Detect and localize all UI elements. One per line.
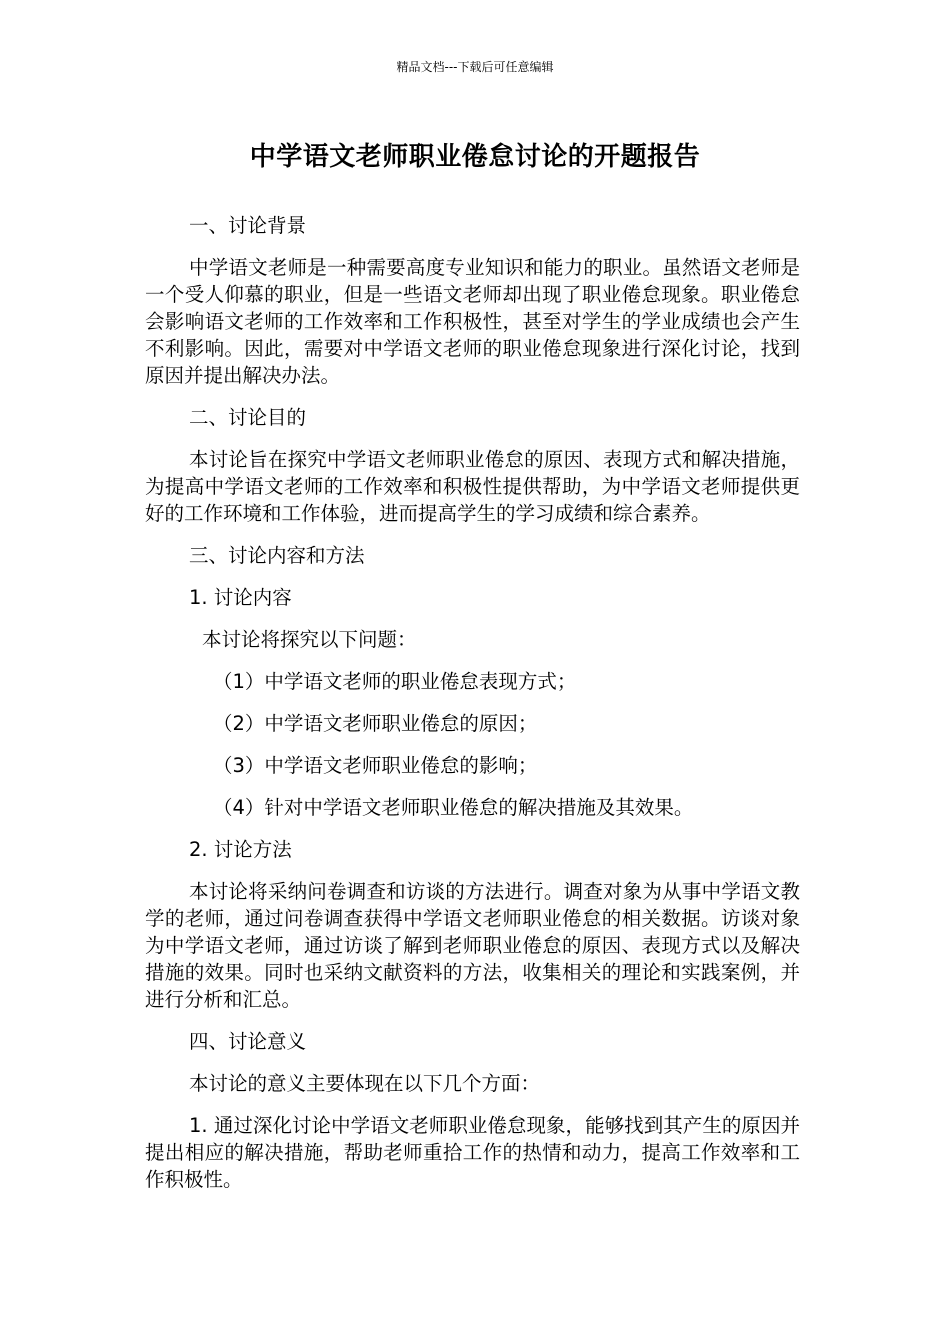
list-item: （4）针对中学语文老师职业倦怠的解决措施及其效果。 [213,796,694,819]
paragraph-significance-point1: 1. 通过深化讨论中学语文老师职业倦怠现象，能够找到其产生的原因并提出相应的解决措施，帮助老师重拾工作的热情和动力，提高工作效率和工作积极性。 [145,1114,800,1191]
paragraph-background: 中学语文老师是一种需要高度专业知识和能力的职业。虽然语文老师是一个受人仰慕的职业，但是一些语文老师却出现了职业倦怠现象。职业倦怠会影响语文老师的工作效率和工作积极性，甚至对学生的学业成绩也会产生不利影响。因此，需要对中学语文老师的职业倦怠现象进行深化讨论，找到原因并提出解决办法。 [145,256,800,387]
list-item: （2）中学语文老师职业倦怠的原因； [213,712,538,735]
subheading-methods: 2. 讨论方法 [189,838,292,861]
section-heading-significance: 四、讨论意义 [189,1030,307,1053]
paragraph-purpose: 本讨论旨在探究中学语文老师职业倦怠的原因、表现方式和解决措施，为提高中学语文老师的工作效率和积极性提供帮助，为中学语文老师提供更好的工作环境和工作体验，进而提高学生的学习成绩和综合素养。 [145,448,800,525]
content-intro: 本讨论将探究以下问题： [202,628,417,651]
subheading-content: 1. 讨论内容 [189,586,292,609]
section-heading-purpose: 二、讨论目的 [189,406,307,429]
section-heading-background: 一、讨论背景 [189,214,307,237]
document-body [145,212,800,1208]
list-item: （1）中学语文老师的职业倦怠表现方式； [213,670,577,693]
list-item: （3）中学语文老师职业倦怠的影响； [213,754,538,777]
document-title: 中学语文老师职业倦怠讨论的开题报告 [249,142,701,172]
section-heading-content-methods: 三、讨论内容和方法 [189,544,365,567]
paragraph-methods: 本讨论将采纳问卷调查和访谈的方法进行。调查对象为从事中学语文教学的老师，通过问卷调查获得中学语文老师职业倦怠的相关数据。访谈对象为中学语文老师，通过访谈了解到老师职业倦怠的原因、表现方式以及解决措施的效果。同时也采纳文献资料的方法，收集相关的理论和实践案例，并进行分析和汇总。 [145,880,800,1011]
significance-intro: 本讨论的意义主要体现在以下几个方面： [189,1072,541,1095]
page-header: 精品文档---下载后可任意编辑 [396,60,554,74]
